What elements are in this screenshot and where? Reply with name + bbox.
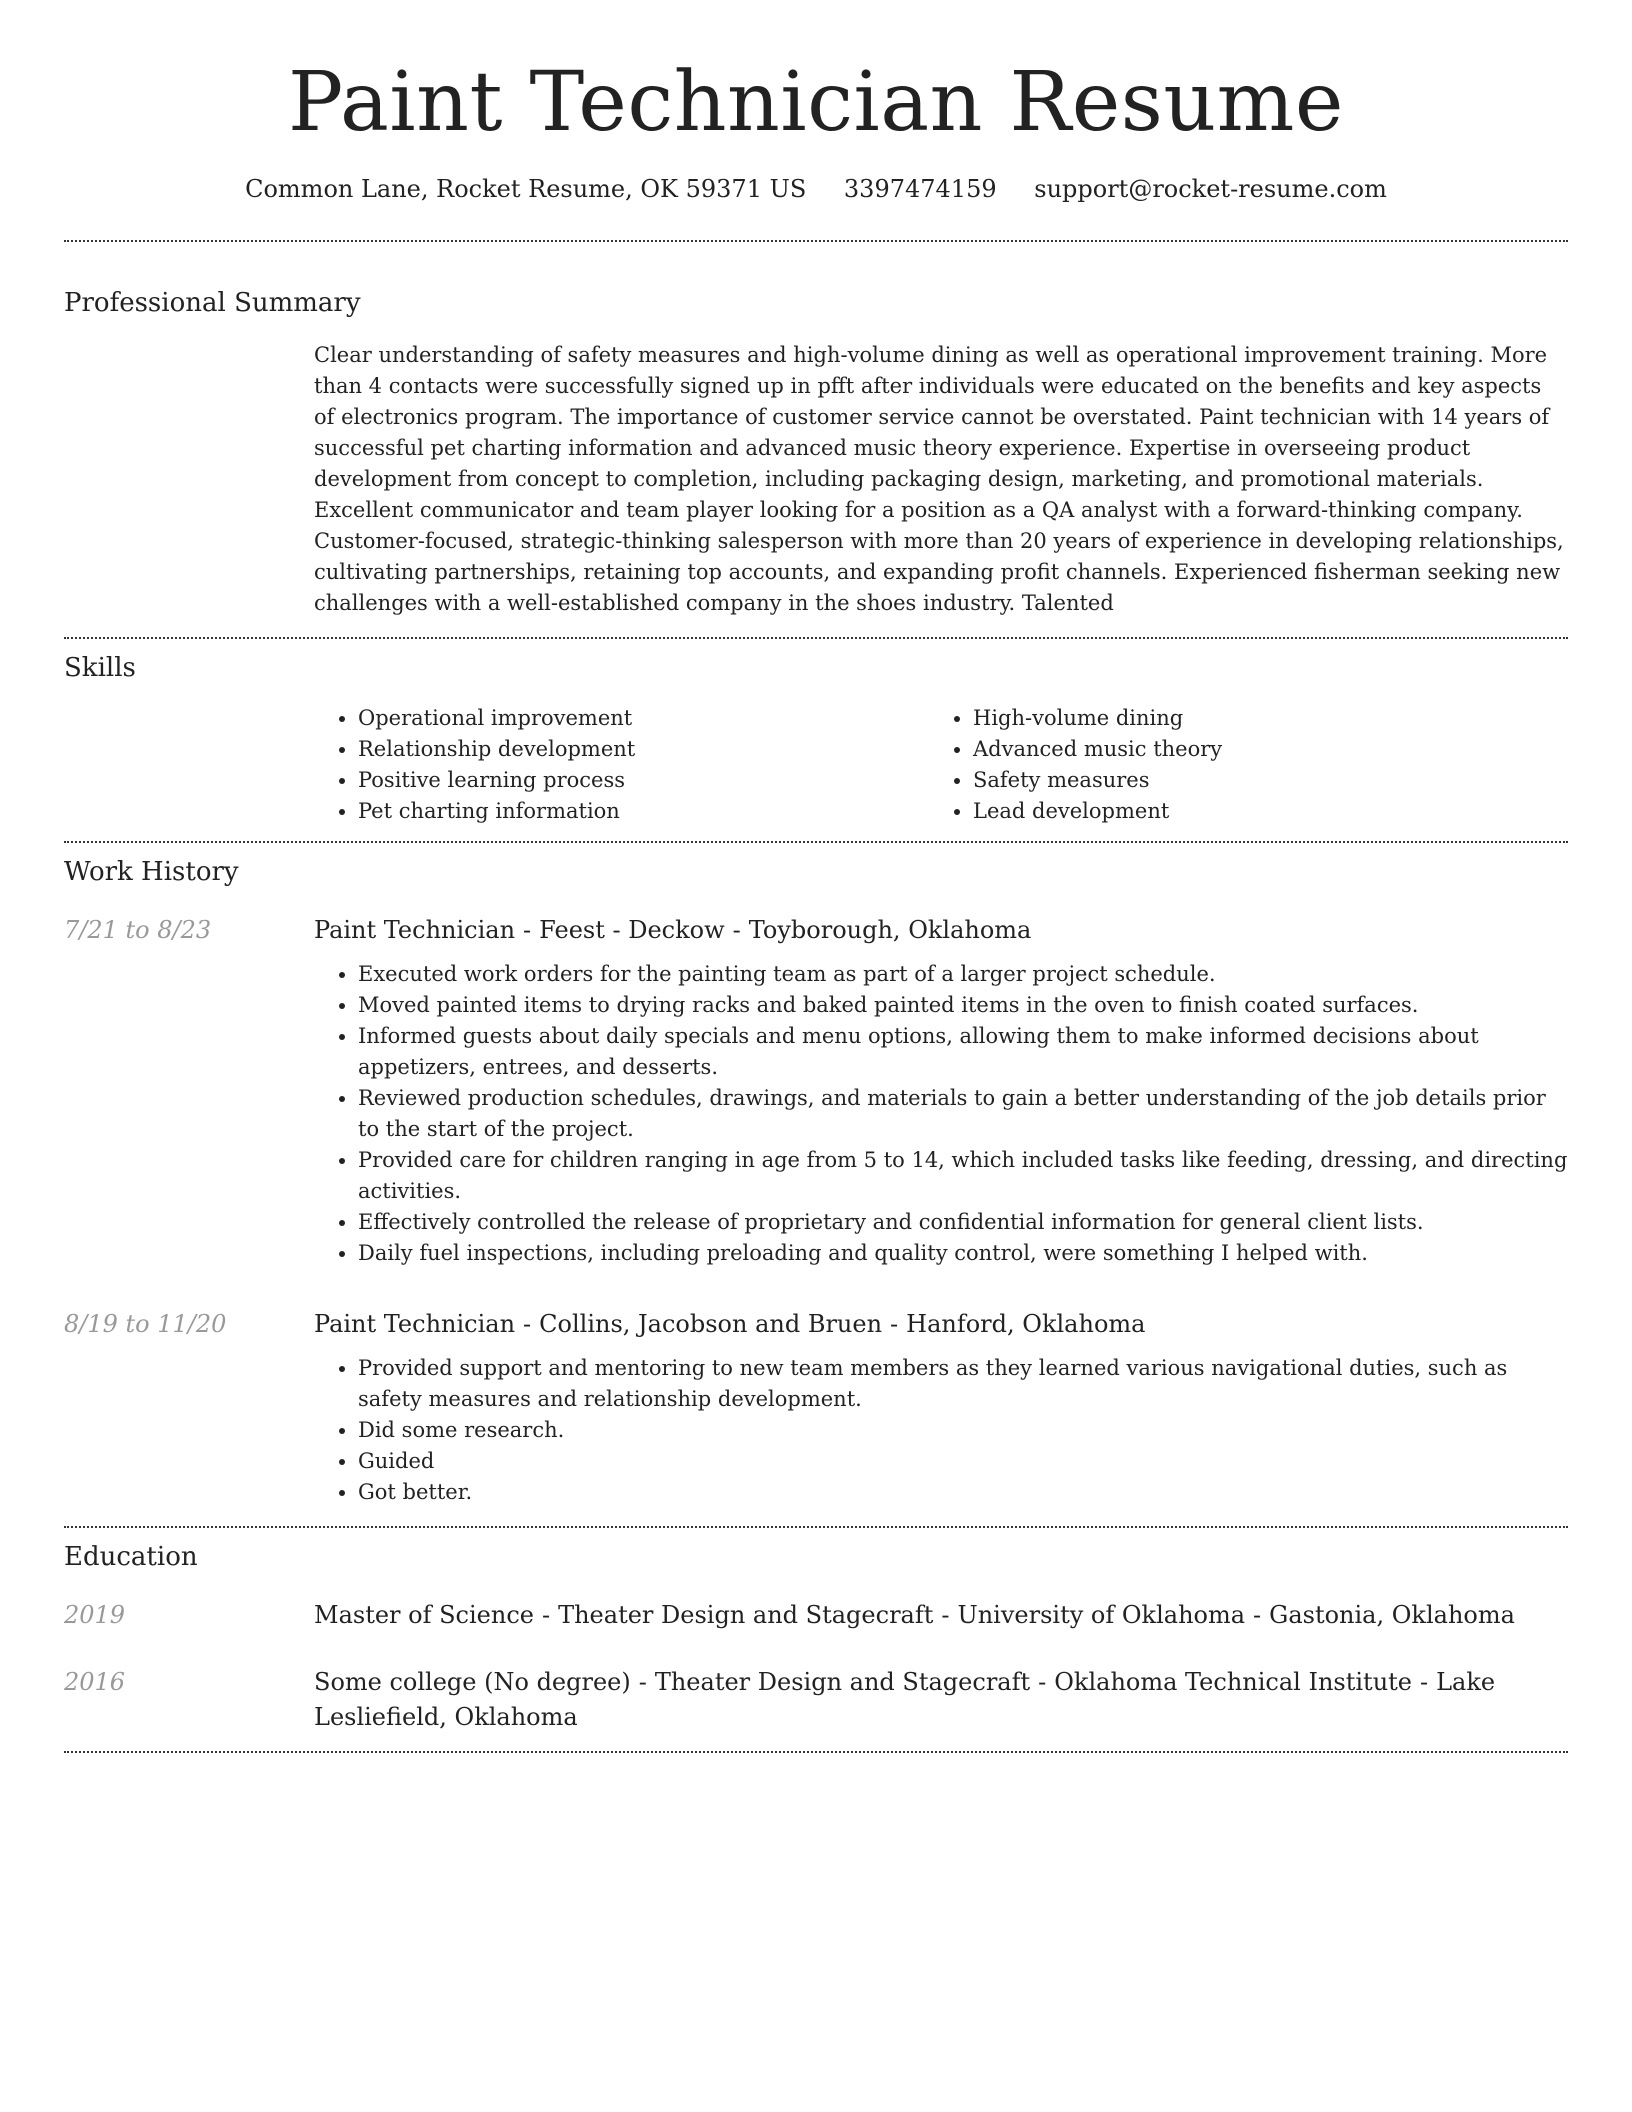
education-separator: - (541, 1601, 551, 1630)
education-degree: Some college (No degree) (314, 1668, 631, 1697)
job-bullet: • Effectively controlled the release of proprietary and confidential information for general client lists. (358, 1207, 1568, 1238)
job-bullet: • Provided care for children ranging in age from 5 to 14, which included tasks like feeding, dressing, and directing activities. (358, 1145, 1568, 1207)
job-separator: - (523, 916, 532, 945)
job-title: Paint Technician (314, 1310, 516, 1339)
skill-item: • Pet charting information (358, 796, 929, 827)
education-year: 2016 (64, 1668, 126, 1697)
job-entry (64, 913, 1568, 1269)
skill-item: • Operational improvement (358, 703, 929, 734)
job-bullet: • Reviewed production schedules, drawings, and materials to gain a better understanding of the job details prior to the start of the project. (358, 1083, 1568, 1145)
skills-list-right (929, 703, 1544, 827)
work-section-spacer (64, 1508, 1568, 1526)
resume-content (64, 0, 1568, 1753)
education-separator: - (638, 1668, 647, 1697)
education-school: University of Oklahoma (957, 1601, 1246, 1630)
job-title: Paint Technician (314, 916, 516, 945)
education-entry (64, 1665, 1568, 1735)
summary-heading: Professional Summary (64, 288, 361, 319)
job-bullet: • Executed work orders for the painting team as part of a larger project schedule. (358, 959, 1568, 990)
job-company: Collins, Jacobson and Bruen (539, 1310, 883, 1339)
page-title: Paint Technician Resume (288, 55, 1344, 150)
education-section (64, 1528, 1568, 1751)
summary-text: Clear understanding of safety measures and high-volume dining as well as operational improvement training. More than 4 contacts were successfully signed up in pfft after individuals were educated on the benefits and key aspects of electronics program. The importance of customer service cannot be overstated. Paint technician with 14 years of successful pet charting information and advanced music theory experience. Expertise in overseeing product development from concept to completion, including packaging design, marketing, and promotional materials. Excellent communicator and team player looking for a position as a QA analyst with a forward-thinking company. Customer-focused, strategic-thinking salesperson with more than 20 years of experience in developing relationships, cultivating partnerships, retaining top accounts, and expanding profit channels. Experienced fisherman seeking new challenges with a well-established company in the shoes industry. Talented (314, 343, 1564, 616)
skills-heading: Skills (64, 653, 136, 684)
skill-item: • Positive learning process (358, 765, 929, 796)
contact-address: Common Lane, Rocket Resume, OK 59371 US (245, 175, 807, 204)
education-details (314, 1665, 1568, 1735)
job-location: Toyborough, Oklahoma (748, 916, 1032, 945)
education-details (314, 1598, 1568, 1633)
job-separator: - (523, 1310, 532, 1339)
job-entry (64, 1307, 1568, 1508)
skill-item: • Advanced music theory (973, 734, 1544, 765)
education-heading: Education (64, 1542, 198, 1573)
education-entry (64, 1598, 1568, 1633)
education-separator: - (941, 1601, 950, 1630)
education-field: Theater Design and Stagecraft (654, 1668, 1031, 1697)
skill-item: • Relationship development (358, 734, 929, 765)
skill-item: • Safety measures (973, 765, 1544, 796)
job-bullet: • Got better. (358, 1477, 1568, 1508)
education-separator: - (1420, 1668, 1429, 1697)
job-bullet: • Moved painted items to drying racks and baked painted items in the oven to finish coated surfaces. (358, 990, 1568, 1021)
contact-phone: 3397474159 (843, 175, 997, 204)
work-section (64, 843, 1568, 1526)
skills-grid (314, 703, 1568, 827)
job-separator: - (732, 916, 741, 945)
job-bullet: • Did some research. (358, 1415, 1568, 1446)
education-divider (64, 1751, 1568, 1753)
job-separator: - (890, 1310, 899, 1339)
education-degree: Master of Science (314, 1601, 534, 1630)
job-dates: 7/21 to 8/23 (64, 916, 212, 945)
job-bullet: • Informed guests about daily specials and menu options, allowing them to make informed decisions about appetizers, entrees, and desserts. (358, 1021, 1568, 1083)
education-year: 2019 (64, 1601, 126, 1630)
education-section-spacer (64, 1735, 1568, 1751)
education-location: Lake Lesliefield, Oklahoma (314, 1668, 1496, 1732)
job-body (314, 1307, 1568, 1508)
education-field: Theater Design and Stagecraft (558, 1601, 934, 1630)
contact-line (64, 172, 1568, 206)
job-bullet: • Provided support and mentoring to new team members as they learned various navigational duties, such as safety measures and relationship development. (358, 1353, 1568, 1415)
education-location: Gastonia, Oklahoma (1269, 1601, 1515, 1630)
job-location: Hanford, Oklahoma (906, 1310, 1146, 1339)
job-heading (314, 1307, 1568, 1341)
work-heading: Work History (64, 857, 239, 888)
skill-item: • High-volume dining (973, 703, 1544, 734)
job-body (314, 913, 1568, 1269)
skills-list-left (314, 703, 929, 827)
job-heading (314, 913, 1568, 947)
job-company: Feest - Deckow (539, 916, 725, 945)
education-school: Oklahoma Technical Institute (1054, 1668, 1412, 1697)
job-bullets (314, 959, 1568, 1269)
skill-item: • Lead development (973, 796, 1544, 827)
job-dates: 8/19 to 11/20 (64, 1310, 227, 1339)
summary-section (64, 242, 1568, 619)
job-bullets (314, 1353, 1568, 1508)
job-bullet: • Daily fuel inspections, including preloading and quality control, were something I helped with. (358, 1238, 1568, 1269)
skills-section (64, 639, 1568, 827)
education-separator: - (1253, 1601, 1262, 1630)
contact-email: support@rocket-resume.com (1034, 175, 1387, 204)
job-bullet: • Guided (358, 1446, 1568, 1477)
education-separator: - (1038, 1668, 1047, 1697)
